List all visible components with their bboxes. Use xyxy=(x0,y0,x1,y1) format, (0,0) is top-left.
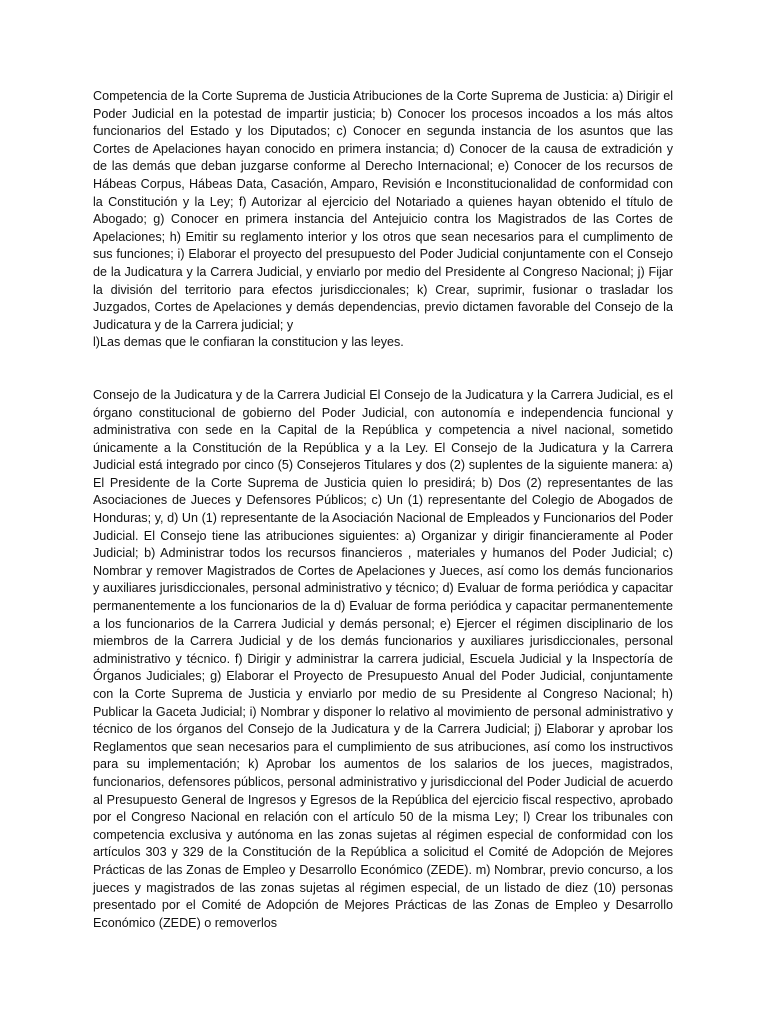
paragraph-corte-suprema-last-line: l)Las demas que le confiaran la constitucion y las leyes. xyxy=(93,335,404,350)
paragraph-corte-suprema xyxy=(93,88,673,352)
paragraph-corte-suprema-text: Competencia de la Corte Suprema de Justicia Atribuciones de la Corte Suprema de Justicia: a) Dirigir el Poder Judicial en la potestad de impartir justicia; b) Conocer los procesos incoados a los más altos funcionarios del Estado y los Diputados; c) Conocer en segunda instancia de los asuntos que las Cortes de Apelaciones hayan conocido en primera instancia; d) Conocer de la causa de extradición y de las demás que deban juzgarse conforme al Derecho Internacional; e) Conocer de los recursos de Hábeas Corpus, Hábeas Data, Casación, Amparo, Revisión e Inconstitucionalidad de conformidad con la Constitución y la Ley; f) Autorizar al ejercicio del Notariado a quienes hayan obtenido el título de Abogado; g) Conocer en primera instancia del Antejuicio contra los Magistrados de las Cortes de Apelaciones; h) Emitir su reglamento interior y los otros que sean necesarios para el cumplimento de sus funciones; i) Elaborar el proyecto del presupuesto del Poder Judicial conjuntamente con el Consejo de la Judicatura y la Carrera Judicial, y enviarlo por medio del Presidente al Congreso Nacional; j) Fijar la división del territorio para efectos jurisdiccionales; k) Crear, suprimir, fusionar o trasladar los Juzgados, Cortes de Apelaciones y demás dependencias, previo dictamen favorable del Consejo de la Judicatura y de la Carrera judicial; y xyxy=(93,89,673,332)
document-page xyxy=(93,88,673,932)
paragraph-consejo-judicatura: Consejo de la Judicatura y de la Carrera Judicial El Consejo de la Judicatura y la Carrera Judicial, es el órgano constitucional de gobierno del Poder Judicial, con autonomía e independencia funcional y administrativa con sede en la Capital de la República y competencia a nivel nacional, sometido únicamente a la Constitución de la República y a la Ley. El Consejo de la Judicatura y la Carrera Judicial está integrado por cinco (5) Consejeros Titulares y dos (2) suplentes de la siguiente manera: a) El Presidente de la Corte Suprema de Justicia quien lo presidirá; b) Dos (2) representantes de las Asociaciones de Jueces y Defensores Públicos; c) Un (1) representante del Colegio de Abogados de Honduras; y, d) Un (1) representante de la Asociación Nacional de Empleados y Funcionarios del Poder Judicial. El Consejo tiene las atribuciones siguientes: a) Organizar y dirigir financieramente al Poder Judicial; b) Administrar todos los recursos financieros , materiales y humanos del Poder Judicial; c) Nombrar y remover Magistrados de Cortes de Apelaciones y Jueces, así como los demás funcionarios y auxiliares jurisdiccionales, personal administrativo y técnico; d) Evaluar de forma periódica y capacitar permanentemente a los funcionarios de la d) Evaluar de forma periódica y capacitar permanentemente a los funcionarios de la Carrera Judicial y demás personal; e) Ejercer el régimen disciplinario de los miembros de la Carrera Judicial y de los demás funcionarios y auxiliares jurisdiccionales, personal administrativo y técnico. f) Dirigir y administrar la carrera judicial, Escuela Judicial y la Inspectoría de Órganos Judiciales; g) Elaborar el Proyecto de Presupuesto Anual del Poder Judicial, conjuntamente con la Corte Suprema de Justicia y enviarlo por medio de su Presidente al Congreso Nacional; h) Publicar la Gaceta Judicial; i) Nombrar y disponer lo relativo al movimiento de personal administrativo y técnico de los órganos del Consejo de la Judicatura y de la Carrera Judicial; j) Elaborar y aprobar los Reglamentos que sean necesarios para el cumplimiento de sus atribuciones, así como los instructivos para su implementación; k) Aprobar los aumentos de los salarios de los jueces, magistrados, funcionarios, defensores públicos, personal administrativo y jurisdiccional del Poder Judicial de acuerdo al Presupuesto General de Ingresos y Egresos de la República del ejercicio fiscal respectivo, aprobado por el Congreso Nacional en relación con el artículo 50 de la misma Ley; l) Crear los tribunales con competencia exclusiva y autónoma en las zonas sujetas al régimen especial de conformidad con los artículos 303 y 329 de la Constitución de la República a solicitud el Comité de Adopción de Mejores Prácticas de las Zonas de Empleo y Desarrollo Económico (ZEDE). m) Nombrar, previo concurso, a los jueces y magistrados de las zonas sujetas al régimen especial, de un listado de diez (10) personas presentado por el Comité de Adopción de Mejores Prácticas de las Zonas de Empleo y Desarrollo Económico (ZEDE) o removerlos xyxy=(93,387,673,930)
